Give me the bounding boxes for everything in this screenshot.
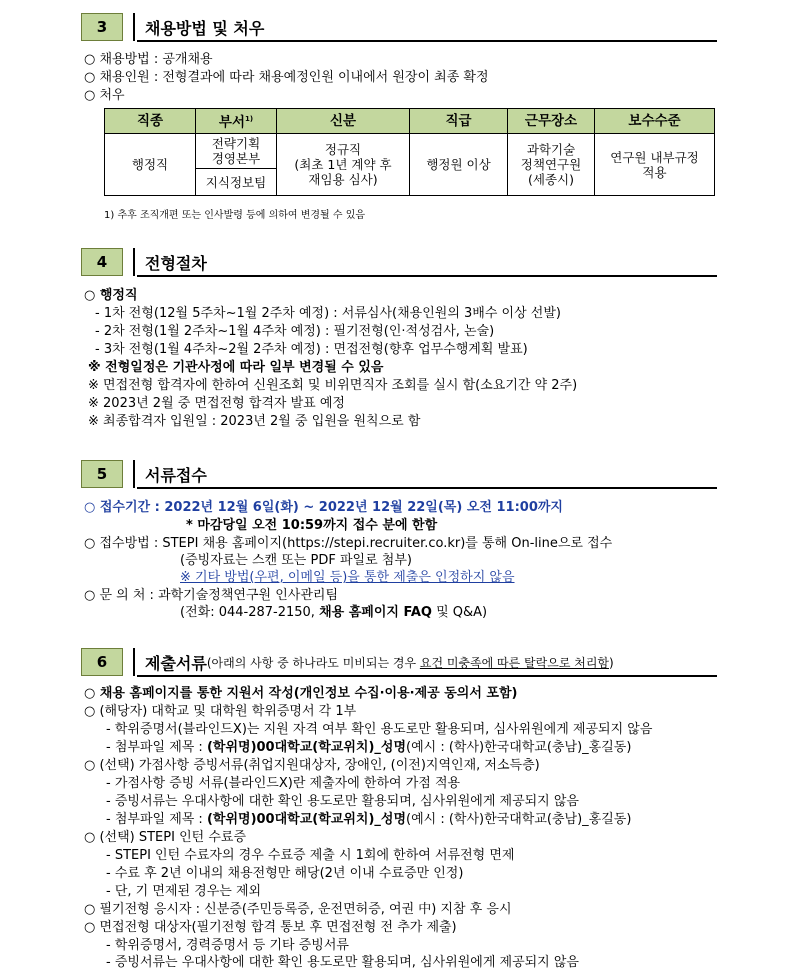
header-dept-label: 부서 bbox=[218, 114, 245, 131]
note-underlined: 요건 미충족에 따른 탈락으로 처리함 bbox=[419, 655, 610, 670]
header-status: 신분 bbox=[277, 109, 410, 134]
section-number: 3 bbox=[81, 13, 123, 41]
process-step-2: - 2차 전형(1월 2주차~1월 4주차 예정) : 필기전형(인·적성검사, 논술) bbox=[95, 324, 495, 339]
cell-status: 정규직 (최초 1년 계약 후 재임용 심사) bbox=[277, 134, 410, 196]
bullet-recruit-method: ○ 채용방법 : 공개채용 bbox=[84, 52, 213, 67]
contact-phone bbox=[180, 605, 487, 621]
doc-application-form: ○ 채용 홈페이지를 통한 지원서 작성(개인정보 수집·이용·제공 동의서 포함) bbox=[84, 686, 518, 701]
cell-pay: 연구원 내부규정 적용 bbox=[595, 134, 715, 196]
process-note-check: ※ 면접전형 합격자에 한하여 신원조회 및 비위면직자 조회를 실시 함(소요기간 약 2주) bbox=[88, 378, 578, 393]
doc-bonus-filename bbox=[106, 812, 631, 828]
header-type: 직종 bbox=[105, 109, 196, 134]
note-post: ) bbox=[609, 655, 614, 670]
header-dept-footnote-mark: 1) bbox=[245, 114, 254, 123]
section-3-header bbox=[81, 13, 264, 41]
section-title bbox=[133, 648, 614, 676]
table-header-row bbox=[105, 109, 715, 134]
section-title: 전형절차 bbox=[133, 248, 207, 276]
cell-dept-knowledge: 지식정보팀 bbox=[196, 169, 277, 196]
section-divider bbox=[137, 675, 717, 677]
bullet-treatment: ○ 처우 bbox=[84, 88, 125, 103]
section-divider bbox=[137, 487, 717, 489]
filename-format: (학위명)00대학교(학교위치)_성명 bbox=[206, 812, 407, 827]
doc-bonus-use: - 증빙서류는 우대사항에 대한 확인 용도로만 활용되며, 심사위원에게 제공되지 않음 bbox=[106, 794, 579, 809]
section-title: 채용방법 및 처우 bbox=[133, 13, 264, 41]
doc-degree-use: - 학위증명서(블라인드X)는 지원 자격 여부 확인 용도로만 활용되며, 심사위원에게 제공되지 않음 bbox=[106, 722, 653, 737]
section-5-header bbox=[81, 460, 207, 488]
process-note-announce: ※ 2023년 2월 중 면접전형 합격자 발표 예정 bbox=[88, 396, 345, 411]
process-step-1: - 1차 전형(12월 5주차~1월 2주차 예정) : 서류심사(채용인원의 3배수 이상 선발) bbox=[95, 306, 561, 321]
application-method: ○ 접수방법 : STEPI 채용 홈페이지(https://stepi.recruiter.co.kr)를 통해 On-line으로 접수 bbox=[84, 536, 613, 551]
doc-bonus-cert: ○ (선택) 가점사항 증빙서류(취업지원대상자, 장애인, (이전)지역인재, 저소득층) bbox=[84, 758, 540, 773]
header-dept bbox=[196, 109, 277, 134]
contact-phone-post: 및 Q&A) bbox=[431, 605, 488, 620]
doc-interview: ○ 면접전형 대상자(필기전형 합격 통보 후 면접전형 전 추가 제출) bbox=[84, 920, 457, 935]
doc-bonus-apply: - 가점사항 증빙 서류(블라인드X)란 제출자에 한하여 가점 적용 bbox=[106, 776, 461, 791]
contact-team: 과학기술정책연구원 인사관리팀 bbox=[158, 588, 339, 603]
filename-format: (학위명)00대학교(학교위치)_성명 bbox=[206, 740, 407, 755]
contact-phone-pre: (전화: 044-287-2150, bbox=[180, 605, 320, 620]
section-title-note bbox=[207, 654, 614, 671]
doc-interview-certs: - 학위증명서, 경력증명서 등 기타 증빙서류 bbox=[106, 938, 349, 953]
section-divider bbox=[137, 275, 717, 277]
filename-example: (예시 : (학사)한국대학교(충남)_홍길동) bbox=[406, 740, 632, 755]
section-title: 서류접수 bbox=[133, 460, 207, 488]
cell-grade: 행정원 이상 bbox=[410, 134, 508, 196]
doc-intern-exempt: - STEPI 인턴 수료자의 경우 수료증 제출 시 1회에 한하여 서류전형 면제 bbox=[106, 848, 515, 863]
contact-faq: 채용 홈페이지 FAQ bbox=[319, 605, 432, 620]
section-number: 6 bbox=[81, 648, 123, 676]
section-divider bbox=[137, 40, 717, 42]
application-method-warning[interactable]: ※ 기타 방법(우편, 이메일 등)을 통한 제출은 인정하지 않음 bbox=[180, 570, 515, 585]
process-note-schedule: ※ 전형일정은 기관사정에 따라 일부 변경될 수 있음 bbox=[88, 360, 384, 375]
position-table bbox=[104, 108, 715, 196]
process-note-start: ※ 최종합격자 입원일 : 2023년 2월 중 입원을 원칙으로 함 bbox=[88, 414, 421, 429]
doc-intern-cert: ○ (선택) STEPI 인턴 수료증 bbox=[84, 830, 247, 845]
section-6-header bbox=[81, 648, 614, 676]
cell-dept-strategy: 전략기획 경영본부 bbox=[196, 134, 277, 169]
doc-degree-cert: ○ (해당자) 대학교 및 대학원 학위증명서 각 1부 bbox=[84, 704, 357, 719]
application-period: ○ 접수기간 : 2022년 12월 6일(화) ~ 2022년 12월 22일(목) 오전 11:00까지 bbox=[84, 500, 563, 515]
filename-pre: - 첨부파일 제목 : bbox=[106, 740, 207, 755]
doc-written-id: ○ 필기전형 응시자 : 신분증(주민등록증, 운전면허증, 여권 中) 지참 후 응시 bbox=[84, 902, 512, 917]
doc-intern-exclude: - 단, 기 면제된 경우는 제외 bbox=[106, 884, 262, 899]
header-place: 근무장소 bbox=[508, 109, 595, 134]
contact-line bbox=[84, 588, 338, 604]
section-title-text: 제출서류 bbox=[145, 653, 207, 673]
section-number: 4 bbox=[81, 248, 123, 276]
filename-example: (예시 : (학사)한국대학교(충남)_홍길동) bbox=[406, 812, 632, 827]
doc-degree-filename bbox=[106, 740, 631, 756]
process-admin-heading: ○ 행정직 bbox=[84, 288, 138, 303]
doc-intern-period: - 수료 후 2년 이내의 채용전형만 해당(2년 이내 수료증만 인정) bbox=[106, 866, 464, 881]
header-pay: 보수수준 bbox=[595, 109, 715, 134]
contact-label: ○ 문 의 처 : bbox=[84, 588, 159, 603]
filename-pre: - 첨부파일 제목 : bbox=[106, 812, 207, 827]
note-pre: (아래의 사항 중 하나라도 미비되는 경우 bbox=[206, 655, 420, 670]
bullet-recruit-count: ○ 채용인원 : 전형결과에 따라 채용예정인원 이내에서 원장이 최종 확정 bbox=[84, 70, 489, 85]
section-4-header bbox=[81, 248, 207, 276]
doc-interview-use: - 증빙서류는 우대사항에 대한 확인 용도로만 활용되며, 심사위원에게 제공되지 않음 bbox=[106, 955, 579, 970]
table-footnote: 1) 추후 조직개편 또는 인사발령 등에 의하여 변경될 수 있음 bbox=[104, 210, 366, 221]
cell-place: 과학기술 정책연구원 (세종시) bbox=[508, 134, 595, 196]
process-step-3: - 3차 전형(1월 4주차~2월 2주차 예정) : 면접전형(향후 업무수행계획 발표) bbox=[95, 342, 528, 357]
application-deadline-note: * 마감당일 오전 10:59까지 접수 분에 한함 bbox=[186, 518, 438, 533]
table-row bbox=[105, 134, 715, 169]
cell-type: 행정직 bbox=[105, 134, 196, 196]
header-grade: 직급 bbox=[410, 109, 508, 134]
application-method-attach: (증빙자료는 스캔 또는 PDF 파일로 첨부) bbox=[180, 553, 412, 568]
section-number: 5 bbox=[81, 460, 123, 488]
